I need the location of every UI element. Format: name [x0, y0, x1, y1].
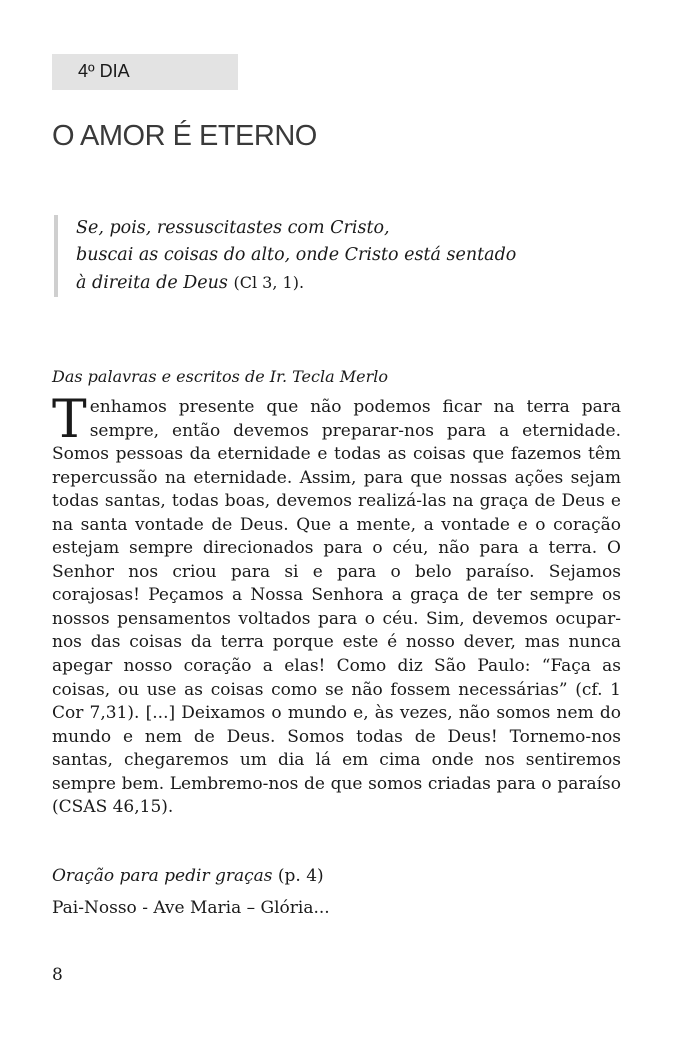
quote-line: Se, pois, ressuscitastes com Cristo, — [76, 218, 390, 238]
page-number: 8 — [52, 965, 63, 985]
quote-line: à direita de Deus — [76, 273, 228, 293]
prayer-line: Pai-Nosso - Ave Maria – Glória... — [52, 898, 330, 918]
prayer-heading — [52, 866, 324, 886]
prayer-page-ref: (p. 4) — [277, 866, 324, 886]
quote-last-line — [76, 269, 636, 297]
page-title: O AMOR É ETERNO — [52, 120, 317, 152]
day-header-bar — [52, 54, 238, 90]
drop-cap: T — [52, 390, 87, 450]
day-label: 4º DIA — [78, 61, 130, 81]
quote-line: buscai as coisas do alto, onde Cristo está sentado — [76, 245, 517, 265]
prayer-label: Oração para pedir graças — [52, 866, 273, 886]
scripture-quote — [54, 215, 636, 297]
body-paragraph — [52, 390, 621, 820]
quote-reference: (Cl 3, 1). — [233, 273, 305, 292]
body-text: enhamos presente que não podemos ficar na terra para sempre, então devemos preparar-nos para a eternidade. Somos pessoas da eternidade e todas as coisas que fazemos têm repercussão na eternidade. Assim, para que nossas ações sejam todas santas, todas boas, devemos realizá-las na graça de Deus e na santa vontade de Deus. Que a mente, a vontade e o coração estejam sempre direcionados para o céu, não para a terra. O Senhor nos criou para si e para o belo paraíso. Sejamos corajosas! Peçamos a Nossa Senhora a graça de ter sempre os nossos pensamentos voltados para o céu. Sim, devemos ocupar-nos das coisas da terra porque este é nosso dever, mas nunca apegar nosso coração a elas! Como diz São Paulo: “Faça as coisas, ou use as coisas como se não fossem necessárias” (cf. 1 Cor 7,31). [...] Deixamos o mundo e, às vezes, não somos nem do mundo e nem de Deus. Somos todas de Deus! Tornemo-nos santas, chegaremos um dia lá em cima onde nos sentiremos sempre bem. Lembremo-nos de que somos criadas para o paraíso (CSAS 46,15). — [52, 397, 621, 818]
source-attribution: Das palavras e escritos de Ir. Tecla Merlo — [52, 367, 388, 386]
